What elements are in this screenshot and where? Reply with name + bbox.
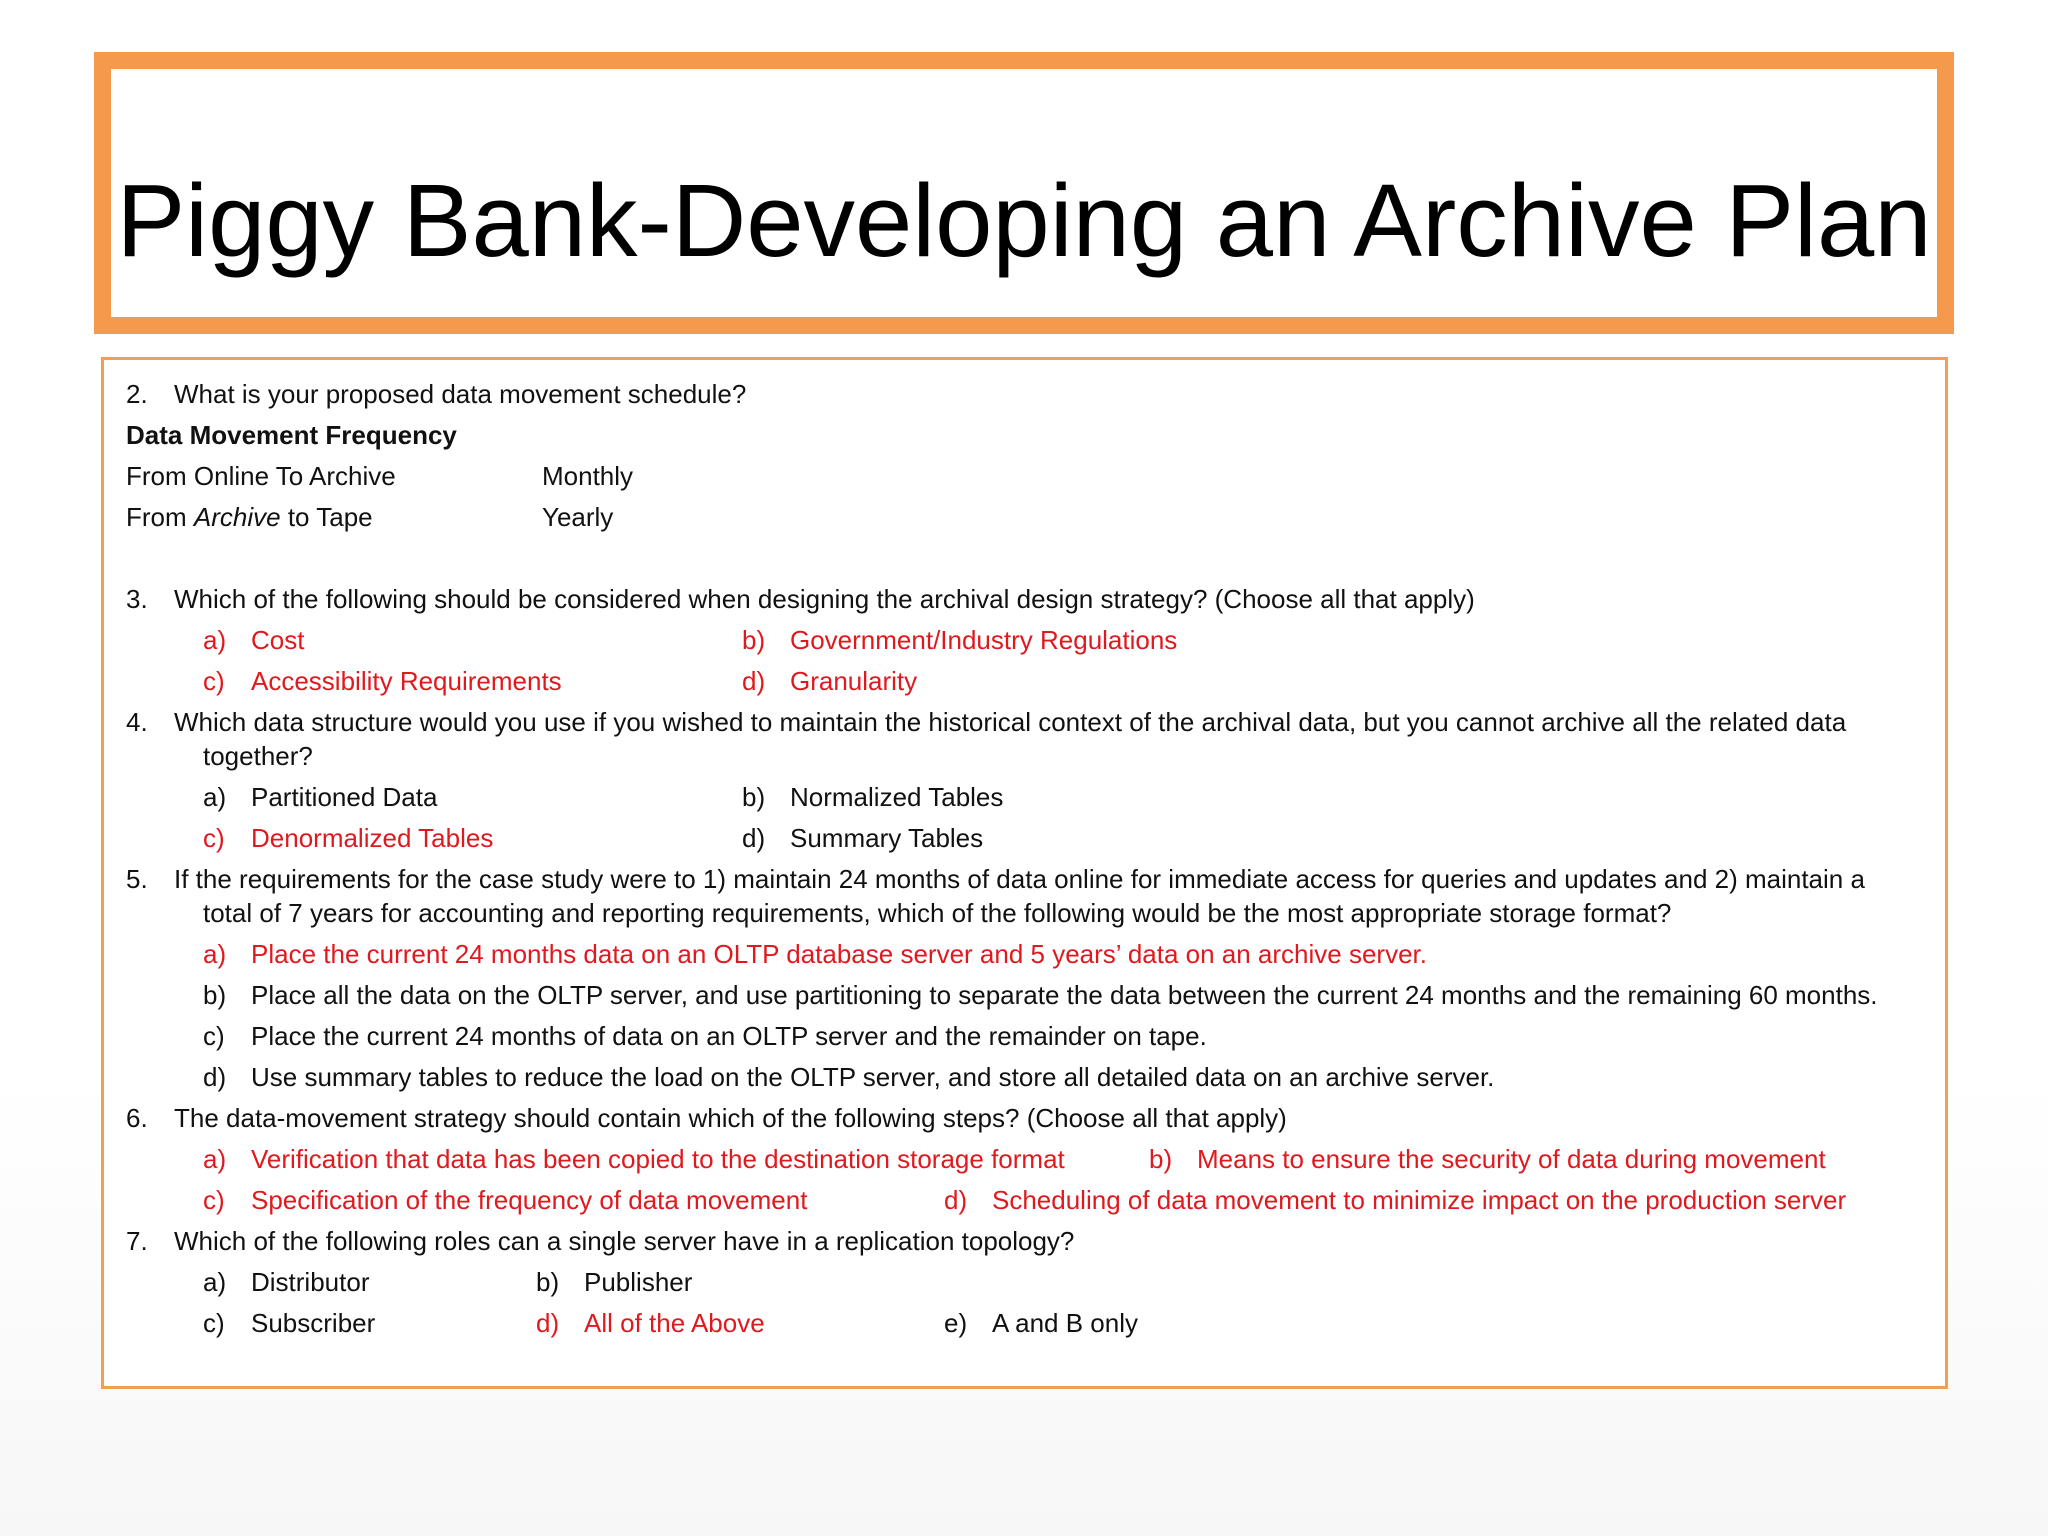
option-a[interactable]: a) Cost [203,625,305,655]
question-number: 3. [126,584,148,614]
option-a[interactable]: a) Distributor [203,1267,370,1297]
option-row [126,934,1936,975]
question-6 [126,1098,1936,1139]
option-a[interactable]: a) Place the current 24 months data on an OLTP database server and 5 years’ data on an archive server. [203,939,1427,969]
option-b[interactable]: b) Government/Industry Regulations [742,625,1178,655]
schedule-frequency: Monthly [542,461,634,491]
option-row [126,661,1936,702]
schedule-header-label: Data Movement Frequency [126,420,457,450]
option-row [126,818,1936,859]
schedule-header [126,415,1936,456]
schedule-from: From Online To Archive [126,461,396,491]
option-d[interactable]: d) All of the Above [536,1308,765,1338]
title-frame [94,52,1954,334]
schedule-row [126,456,1936,497]
option-d[interactable]: d) Summary Tables [742,823,984,853]
option-d[interactable]: d) Granularity [742,666,918,696]
option-a[interactable]: a) Partitioned Data [203,782,438,812]
option-c[interactable]: c) Place the current 24 months of data on an OLTP server and the remainder on tape. [203,1021,1207,1051]
option-d[interactable]: d) Use summary tables to reduce the load on the OLTP server, and store all detailed data on an archive server. [203,1062,1495,1092]
slide-title: Piggy Bank-Developing an Archive Plan [116,163,1932,278]
option-d[interactable]: d) Scheduling of data movement to minimize impact on the production server [944,1185,1847,1215]
question-text: Which data structure would you use if you wished to maintain the historical context of the archival data, but you cannot archive all the related data [174,707,1847,737]
option-b[interactable]: b) Publisher [536,1267,693,1297]
option-e[interactable]: e) A and B only [944,1308,1138,1338]
option-b[interactable]: b) Place all the data on the OLTP server, and use partitioning to separate the data between the current 24 months and the remaining 60 months. [203,980,1878,1010]
option-row [126,777,1936,818]
option-c[interactable]: c) Accessibility Requirements [203,666,562,696]
question-number: 5. [126,864,148,894]
option-c[interactable]: c) Subscriber [203,1308,376,1338]
schedule-frequency: Yearly [542,502,614,532]
option-row [126,1139,1936,1180]
option-row [126,1057,1936,1098]
option-row [126,1262,1936,1303]
option-row [126,1180,1936,1221]
option-b[interactable]: b) Means to ensure the security of data during movement [1149,1144,1826,1174]
question-3 [126,579,1936,620]
question-text: The data-movement strategy should contain which of the following steps? (Choose all that apply) [174,1103,1287,1133]
question-text: What is your proposed data movement schedule? [174,379,747,409]
question-5 [126,859,1936,893]
question-4-continued [126,736,1936,777]
option-row [126,1303,1936,1344]
question-7 [126,1221,1936,1262]
question-5-continued [126,893,1936,934]
question-text: Which of the following roles can a single server have in a replication topology? [174,1226,1075,1256]
question-text: Which of the following should be considered when designing the archival design strategy? (Choose all that apply) [174,584,1475,614]
schedule-row [126,497,1936,538]
schedule-from: From Archive to Tape [126,502,373,532]
option-row [126,620,1936,661]
question-number: 7. [126,1226,148,1256]
question-text: If the requirements for the case study were to 1) maintain 24 months of data online for immediate access for queries and updates and 2) maintain a [174,864,1865,894]
option-c[interactable]: c) Denormalized Tables [203,823,494,853]
question-number: 2. [126,379,148,409]
option-a[interactable]: a) Verification that data has been copied to the destination storage format [203,1144,1065,1174]
spacer [126,538,1936,579]
question-number: 6. [126,1103,148,1133]
content-box [101,357,1948,1389]
option-b[interactable]: b) Normalized Tables [742,782,1004,812]
option-row [126,975,1936,1016]
option-row [126,1016,1936,1057]
question-4 [126,702,1936,736]
question-2 [126,374,1936,415]
question-number: 4. [126,707,148,737]
question-text-continued: together? [203,741,313,771]
question-text-continued: total of 7 years for accounting and reporting requirements, which of the following would be the most appropriate storage format? [203,898,1672,928]
question-list [126,374,1936,1374]
option-c[interactable]: c) Specification of the frequency of data movement [203,1185,808,1215]
